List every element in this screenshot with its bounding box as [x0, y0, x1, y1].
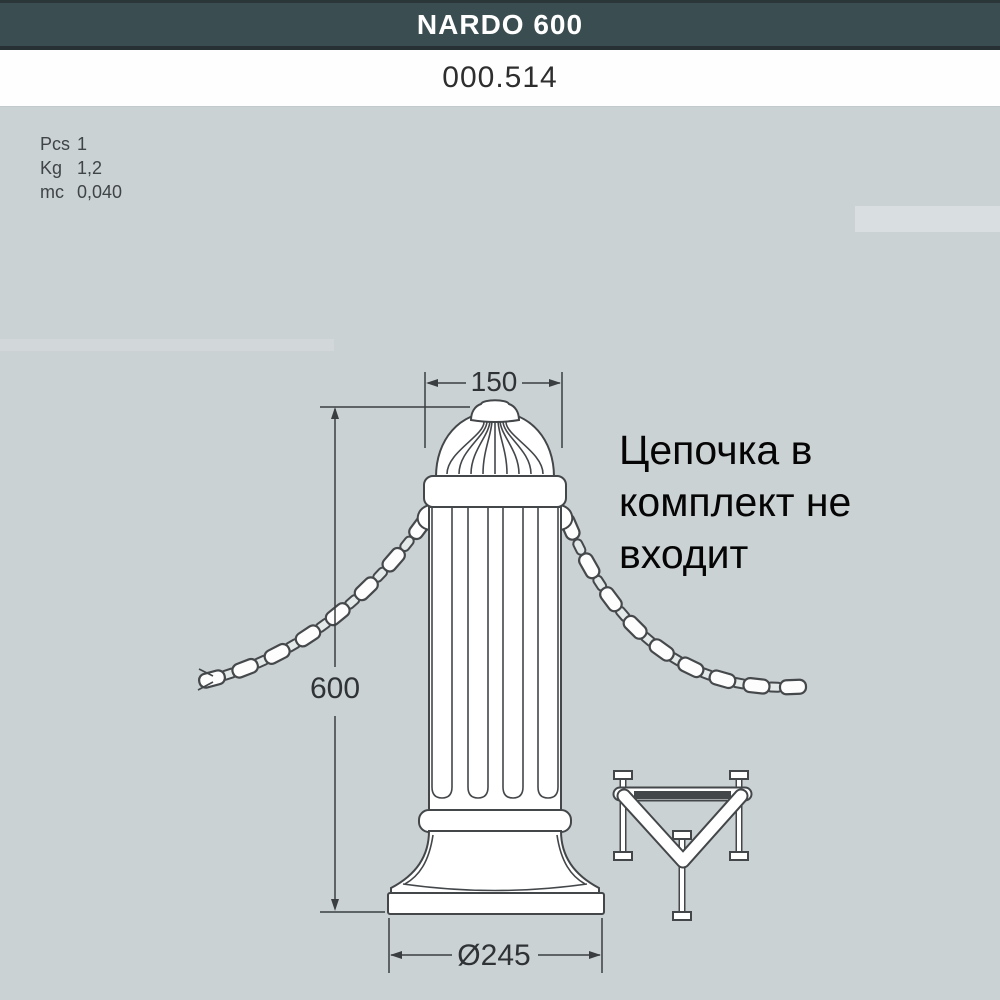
- lower-collar: [419, 810, 571, 832]
- chain-left-drawing: [198, 512, 434, 689]
- spec-label: mc: [40, 182, 64, 202]
- product-title: NARDO 600: [416, 8, 584, 40]
- dim-label-top-width: 150: [470, 366, 518, 397]
- spec-value: 1: [77, 134, 88, 154]
- spec-value: 1,2: [77, 158, 103, 178]
- product-code: 000.514: [442, 61, 558, 94]
- finial: [471, 400, 519, 422]
- chain-not-included-note: Цепочка в комплект не входит: [619, 427, 852, 577]
- spec-label: Pcs: [40, 134, 71, 154]
- bollard-drawing: [388, 400, 604, 914]
- bollard-column: [429, 507, 561, 813]
- base-plate: [388, 893, 604, 914]
- spec-label: Kg: [40, 158, 63, 178]
- dim-label-base-diameter: Ø245: [457, 939, 531, 972]
- dim-label-height: 600: [309, 672, 361, 705]
- upper-collar: [424, 476, 566, 507]
- ground-anchor-drawing: [614, 771, 748, 920]
- base-flare: [391, 831, 599, 893]
- spec-value: 0,040: [77, 182, 123, 202]
